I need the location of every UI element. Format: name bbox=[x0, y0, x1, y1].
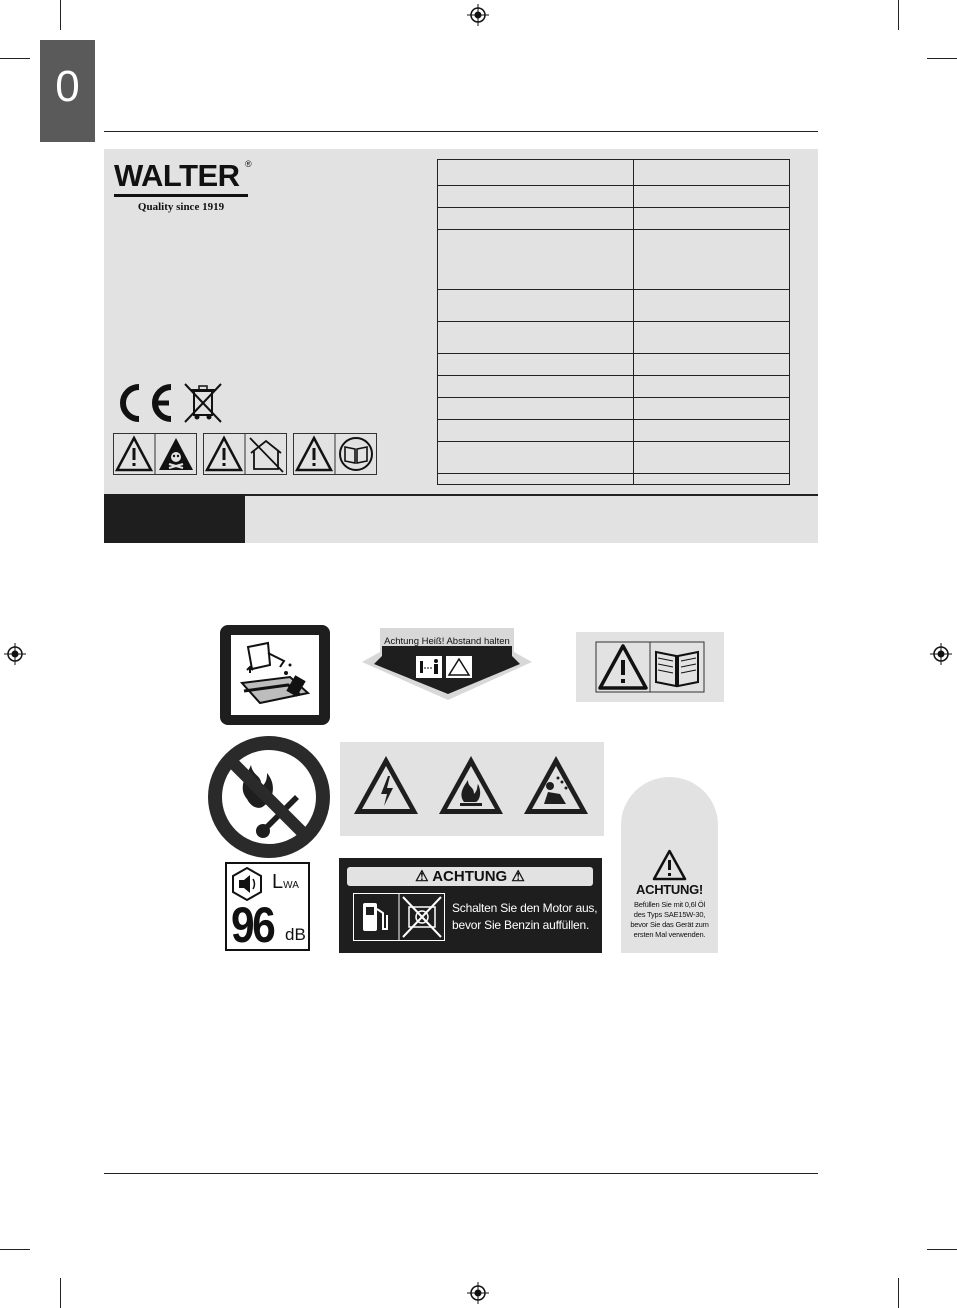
spec-label bbox=[438, 376, 634, 398]
fuel-warning-text bbox=[452, 900, 598, 934]
read-manual-sticker bbox=[576, 632, 724, 702]
spec-row bbox=[438, 398, 790, 420]
oil-warning-text bbox=[621, 900, 718, 940]
spec-row bbox=[438, 442, 790, 474]
hazard-triangles-sticker bbox=[340, 742, 604, 836]
spec-label bbox=[438, 474, 634, 485]
spec-value bbox=[634, 354, 790, 376]
spec-label bbox=[438, 208, 634, 230]
warning-read-manual-label bbox=[293, 433, 377, 475]
crop-mark bbox=[60, 0, 61, 30]
warning-toxic-fumes-label bbox=[113, 433, 197, 475]
fuel-warning-header: ⚠ ACHTUNG ⚠ bbox=[347, 867, 593, 886]
noise-unit: dB bbox=[285, 925, 306, 944]
spec-value bbox=[634, 186, 790, 208]
spec-row bbox=[438, 354, 790, 376]
registered-mark: ® bbox=[245, 159, 252, 169]
spec-row bbox=[438, 230, 790, 290]
ce-mark-icon bbox=[113, 383, 175, 423]
sound-power-label bbox=[272, 871, 299, 894]
spec-row bbox=[438, 186, 790, 208]
spec-table bbox=[437, 159, 790, 485]
spec-row bbox=[438, 376, 790, 398]
spec-value bbox=[634, 376, 790, 398]
crop-mark bbox=[0, 58, 30, 59]
spec-label bbox=[438, 186, 634, 208]
spec-label bbox=[438, 322, 634, 354]
spec-row bbox=[438, 290, 790, 322]
spec-label bbox=[438, 230, 634, 290]
footer-rule bbox=[104, 1173, 818, 1174]
hot-surface-text: Achtung Heiß! Abstand halten bbox=[384, 636, 510, 647]
logo-underline bbox=[114, 194, 248, 197]
spec-row bbox=[438, 420, 790, 442]
spec-label bbox=[438, 442, 634, 474]
spec-label bbox=[438, 160, 634, 186]
no-open-flame-icon bbox=[207, 735, 331, 859]
chapter-tab bbox=[40, 40, 95, 142]
spec-value bbox=[634, 290, 790, 322]
crop-mark bbox=[0, 1249, 30, 1250]
registration-mark-icon bbox=[467, 1282, 489, 1304]
oil-warning-title: ACHTUNG! bbox=[636, 882, 703, 897]
noise-value: 96 bbox=[231, 897, 274, 953]
spec-label bbox=[438, 420, 634, 442]
spec-value bbox=[634, 442, 790, 474]
crop-mark bbox=[927, 1249, 957, 1250]
fuel-warning-line: Schalten Sie den Motor aus, bbox=[452, 901, 598, 915]
registration-mark-icon bbox=[930, 643, 952, 665]
header-rule bbox=[104, 131, 818, 132]
registration-mark-icon bbox=[4, 643, 26, 665]
sound-power-l: L bbox=[272, 871, 284, 893]
fuel-warning-title: ACHTUNG bbox=[432, 868, 508, 885]
brand-logo: WALTER bbox=[114, 158, 240, 193]
chapter-number: 0 bbox=[55, 62, 80, 111]
spec-value bbox=[634, 208, 790, 230]
spec-row bbox=[438, 474, 790, 485]
spec-row bbox=[438, 208, 790, 230]
crop-mark bbox=[927, 58, 957, 59]
spec-value bbox=[634, 420, 790, 442]
crop-mark bbox=[60, 1278, 61, 1308]
spec-value bbox=[634, 398, 790, 420]
spec-row bbox=[438, 160, 790, 186]
spec-value bbox=[634, 160, 790, 186]
spec-value bbox=[634, 230, 790, 290]
spec-label bbox=[438, 398, 634, 420]
weee-bin-icon bbox=[182, 381, 224, 425]
registration-mark-icon bbox=[467, 4, 489, 26]
spec-value bbox=[634, 474, 790, 485]
oil-warning-line: Befüllen Sie mit 0,6l Öl bbox=[633, 900, 706, 909]
crop-mark bbox=[898, 0, 899, 30]
sound-power-sub: WA bbox=[283, 880, 299, 891]
oil-warning-line: ersten Mal verwenden. bbox=[633, 930, 706, 939]
rating-plate-dark-block bbox=[104, 494, 245, 543]
spec-value bbox=[634, 322, 790, 354]
oil-warning-line: des Typs SAE15W-30, bbox=[633, 910, 706, 919]
spec-label bbox=[438, 354, 634, 376]
spec-label bbox=[438, 290, 634, 322]
brand-tagline: Quality since 1919 bbox=[137, 201, 225, 213]
oil-fill-sticker bbox=[220, 625, 330, 725]
warning-no-indoor-label bbox=[203, 433, 287, 475]
spec-row bbox=[438, 322, 790, 354]
oil-warning-line: bevor Sie das Gerät zum bbox=[630, 920, 709, 929]
crop-mark bbox=[898, 1278, 899, 1308]
fuel-engine-icons bbox=[353, 893, 445, 941]
fuel-warning-line: bevor Sie Benzin auffüllen. bbox=[452, 918, 590, 932]
